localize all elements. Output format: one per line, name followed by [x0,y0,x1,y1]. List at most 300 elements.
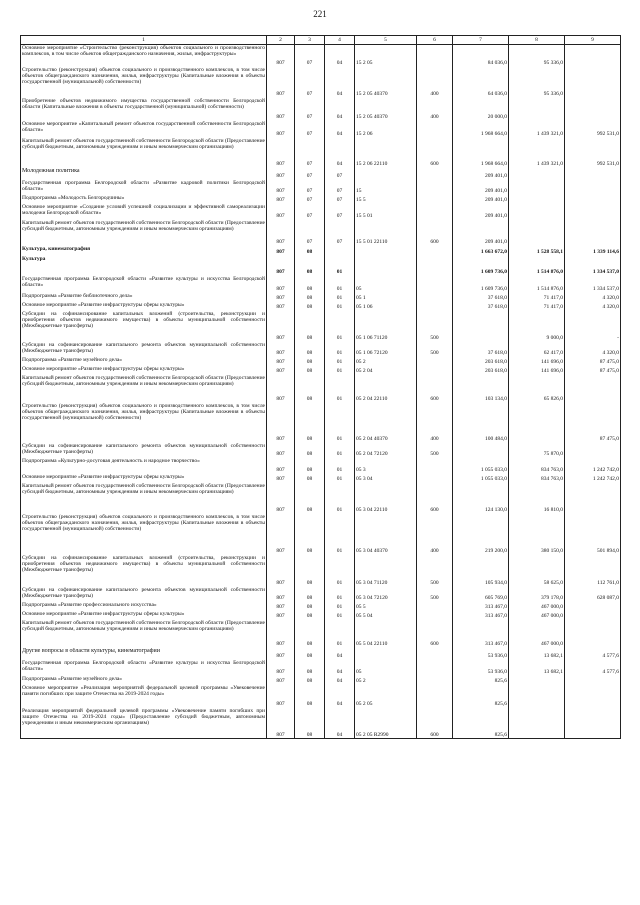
cell-rz: 08 [295,342,325,357]
cell-amount-year2 [509,685,565,708]
row-name: Субсидии на софинансирование капитальных вложений (строительства, реконструкции и приобретения объектов недвижимого имущества) в объекты муниципальной собственности (Межбюджетные трансферты) [21,311,267,342]
cell-amount-year3 [565,620,621,648]
cell-pr: 07 [325,180,355,195]
cell-vr [417,293,453,302]
cell-rz: 08 [295,611,325,620]
cell-amount-year3 [565,45,621,67]
cell-amount-year1: 84 036,0 [453,45,509,67]
cell-amount-year1 [453,311,509,342]
cell-pr: 01 [325,602,355,611]
table-row [21,555,621,587]
table-row [21,443,621,458]
table-row [21,204,621,220]
cell-amount-year1: 105 934,0 [453,555,509,587]
cell-gr: 807 [267,676,295,685]
cell-vr: 400 [417,98,453,121]
table-row [21,293,621,302]
cell-pr [325,246,355,256]
table-row [21,302,621,311]
row-name: Подпрограмма «Развитие профессионального искусства» [21,602,267,611]
cell-gr: 807 [267,403,295,443]
table-row [21,708,621,739]
cell-amount-year1: 37 618,0 [453,342,509,357]
cell-amount-year1: 825,6 [453,708,509,739]
cell-vr: 500 [417,443,453,458]
cell-rz: 08 [295,676,325,685]
cell-pr: 01 [325,311,355,342]
row-name: Строительство (реконструкция) объектов социального и производственного комплексов, в том числе объектов общегражданского назначения, жилья, инфраструктуры (Капитальные вложения в объекты государственной (муниципальной) собственности) [21,514,267,555]
cell-rz: 08 [295,602,325,611]
cell-gr: 807 [267,311,295,342]
cell-gr: 807 [267,602,295,611]
row-name: Капитальный ремонт объектов государственной собственности Белгородской области (Предоставление субсидий бюджетным, автономным учреждениям и иным некоммерческим организациям) [21,220,267,246]
cell-amount-year2: 95 336,0 [509,67,565,98]
cell-csr: 15 [355,180,417,195]
cell-csr: 05 3 04 71120 [355,555,417,587]
cell-vr [417,660,453,676]
cell-amount-year3 [565,602,621,611]
cell-amount-year3 [565,708,621,739]
cell-amount-year2 [509,195,565,204]
cell-amount-year2 [509,676,565,685]
cell-amount-year2: 16 810,0 [509,483,565,514]
cell-amount-year2: 65 826,0 [509,375,565,403]
table-row [21,474,621,483]
cell-amount-year3 [565,685,621,708]
cell-csr: 05 1 [355,293,417,302]
cell-pr: 01 [325,474,355,483]
cell-amount-year1: 1 968 664,0 [453,121,509,138]
cell-amount-year3: 4 577,6 [565,660,621,676]
cell-pr: 04 [325,138,355,168]
cell-csr: 15 2 05 [355,45,417,67]
cell-vr [417,648,453,660]
row-name: Капитальный ремонт объектов государственной собственности Белгородской области (Предоставление субсидий бюджетным, автономным учреждениям и иным некоммерческим организациям) [21,138,267,168]
cell-amount-year3 [565,168,621,180]
cell-amount-year3: 628 087,0 [565,587,621,602]
cell-amount-year1: 209 401,0 [453,204,509,220]
cell-gr: 807 [267,375,295,403]
table-row [21,676,621,685]
cell-gr: 807 [267,293,295,302]
cell-rz: 07 [295,98,325,121]
cell-gr: 807 [267,620,295,648]
cell-rz: 07 [295,204,325,220]
cell-amount-year2 [509,403,565,443]
table-row [21,514,621,555]
cell-gr: 807 [267,685,295,708]
cell-rz: 08 [295,256,325,276]
column-header: 5 [355,36,417,45]
cell-amount-year3 [565,611,621,620]
table-row [21,375,621,403]
cell-vr [417,180,453,195]
row-name: Основное мероприятие «Развитие инфраструктуры сферы культуры» [21,474,267,483]
cell-pr: 01 [325,375,355,403]
cell-amount-year2: 380 150,0 [509,514,565,555]
cell-amount-year3: 87 475,0 [565,366,621,375]
cell-csr: 15 2 05 40370 [355,67,417,98]
cell-amount-year2: 834 763,0 [509,458,565,474]
cell-gr: 807 [267,357,295,366]
cell-amount-year2: 13 682,1 [509,660,565,676]
row-name: Основное мероприятие «Создание условий успешной социализации и эффективной самореализации молодежи Белгородской области» [21,204,267,220]
row-name: Капитальный ремонт объектов государственной собственности Белгородской области (Предоставление субсидий бюджетным, автономным учреждениям и иным некоммерческим организациям) [21,375,267,403]
cell-csr: 05 3 [355,458,417,474]
cell-rz: 08 [295,246,325,256]
cell-amount-year2: 379 178,0 [509,587,565,602]
cell-csr: 05 [355,660,417,676]
cell-csr: 05 2 05 [355,685,417,708]
cell-amount-year3 [565,180,621,195]
cell-amount-year2: 71 417,0 [509,293,565,302]
table-row [21,342,621,357]
table-row [21,168,621,180]
cell-rz: 08 [295,366,325,375]
cell-vr [417,357,453,366]
cell-amount-year2: 467 000,0 [509,611,565,620]
cell-rz: 07 [295,67,325,98]
cell-amount-year2: 141 696,0 [509,357,565,366]
cell-gr: 807 [267,220,295,246]
cell-amount-year1: 313 467,0 [453,620,509,648]
cell-csr: 05 2 05 R2990 [355,708,417,739]
cell-vr [417,474,453,483]
row-name: Реализация мероприятий федеральной целевой программы «Увековечение памяти погибших при защите Отечества на 2019-2024 годы» (Предоставление субсидий бюджетным, автономным учреждениям и иным некоммерческим организациям) [21,708,267,739]
cell-vr: 600 [417,483,453,514]
cell-pr: 04 [325,648,355,660]
cell-rz: 08 [295,587,325,602]
table-row [21,602,621,611]
cell-pr: 07 [325,204,355,220]
cell-amount-year1: 209 401,0 [453,220,509,246]
cell-pr: 01 [325,403,355,443]
table-row [21,98,621,121]
cell-rz: 08 [295,483,325,514]
table-row [21,256,621,276]
cell-amount-year1: 1 968 664,0 [453,138,509,168]
cell-rz: 07 [295,121,325,138]
cell-vr: 500 [417,587,453,602]
row-name: Субсидии на софинансирование капитального ремонта объектов муниципальной собственности (Межбюджетные трансферты) [21,342,267,357]
cell-amount-year2: 141 696,0 [509,366,565,375]
cell-amount-year1: 209 401,0 [453,168,509,180]
cell-pr: 01 [325,483,355,514]
cell-csr: 05 2 04 40370 [355,403,417,443]
cell-gr: 807 [267,67,295,98]
cell-amount-year1: 100 484,0 [453,403,509,443]
row-name: Основное мероприятие «Капитальный ремонт объектов государственной собственности Белгородской области» [21,121,267,138]
cell-csr: 05 2 [355,676,417,685]
cell-amount-year2: 58 625,0 [509,555,565,587]
cell-amount-year3 [565,483,621,514]
column-header: 4 [325,36,355,45]
cell-gr: 807 [267,138,295,168]
header-row [21,36,621,45]
column-header: 9 [565,36,621,45]
cell-csr: 05 3 04 40370 [355,514,417,555]
cell-rz: 08 [295,357,325,366]
cell-amount-year3: 1 339 114,6 [565,246,621,256]
table-row [21,67,621,98]
cell-amount-year2: 1 439 321,0 [509,138,565,168]
cell-vr: 600 [417,708,453,739]
cell-amount-year3: 1 242 742,0 [565,458,621,474]
cell-gr: 807 [267,204,295,220]
table-row [21,620,621,648]
table-row [21,121,621,138]
cell-amount-year1: 1 055 033,0 [453,458,509,474]
cell-vr [417,204,453,220]
cell-amount-year2: 467 000,0 [509,602,565,611]
cell-amount-year3: 4 320,0 [565,342,621,357]
cell-pr: 01 [325,302,355,311]
cell-pr: 04 [325,121,355,138]
cell-csr: 05 3 04 22110 [355,483,417,514]
cell-amount-year1: 53 936,0 [453,648,509,660]
cell-amount-year1: 103 134,0 [453,375,509,403]
row-name: Подпрограмма «Развитие библиотечного дела» [21,293,267,302]
cell-gr: 807 [267,302,295,311]
cell-amount-year1: 1 663 672,0 [453,246,509,256]
cell-amount-year2 [509,220,565,246]
cell-csr: 05 5 [355,602,417,611]
cell-rz: 07 [295,180,325,195]
cell-amount-year1: 825,6 [453,676,509,685]
table-row [21,611,621,620]
column-header: 2 [267,36,295,45]
cell-csr: 15 5 01 22110 [355,220,417,246]
cell-amount-year1 [453,443,509,458]
table-row [21,685,621,708]
cell-amount-year2 [509,708,565,739]
column-header: 6 [417,36,453,45]
cell-amount-year1: 209 401,0 [453,180,509,195]
cell-csr: 05 2 04 22110 [355,375,417,403]
cell-gr: 807 [267,45,295,67]
cell-vr [417,195,453,204]
cell-pr: 01 [325,620,355,648]
cell-gr: 807 [267,587,295,602]
cell-csr [355,256,417,276]
row-name: Строительство (реконструкция) объектов социального и производственного комплексов, в том числе объектов общегражданского назначения, жилья, инфраструктуры (Капитальные вложения в объекты государственной (муниципальной) собственности) [21,67,267,98]
cell-amount-year3: 112 761,0 [565,555,621,587]
row-name: Подпрограмма «Развитие музейного дела» [21,357,267,366]
cell-amount-year1: 1 609 736,0 [453,256,509,276]
cell-vr [417,121,453,138]
cell-vr [417,611,453,620]
page-number: 221 [313,9,327,19]
row-name: Государственная программа Белгородской области «Развитие кадровой политики Белгородской области» [21,180,267,195]
cell-amount-year2: 13 682,1 [509,648,565,660]
table-row [21,180,621,195]
cell-rz: 08 [295,685,325,708]
cell-gr: 807 [267,98,295,121]
cell-csr [355,648,417,660]
cell-vr: 600 [417,138,453,168]
cell-vr [417,246,453,256]
cell-rz: 08 [295,458,325,474]
cell-vr: 400 [417,514,453,555]
cell-pr: 04 [325,685,355,708]
cell-rz: 08 [295,474,325,483]
table-row [21,660,621,676]
cell-amount-year2: 95 336,0 [509,45,565,67]
cell-pr: 01 [325,366,355,375]
cell-amount-year3 [565,676,621,685]
table-row [21,45,621,67]
row-name: Строительство (реконструкция) объектов социального и производственного комплексов, в том числе объектов общегражданского назначения, жилья, инфраструктуры (Капитальные вложения в объекты государственной (муниципальной) собственности) [21,403,267,443]
cell-amount-year3 [565,67,621,98]
cell-pr: 04 [325,67,355,98]
row-name: Основное мероприятие «Развитие инфраструктуры сферы культуры» [21,366,267,375]
cell-amount-year1: 203 618,0 [453,357,509,366]
cell-amount-year2: 75 870,0 [509,443,565,458]
cell-amount-year1: 20 000,0 [453,98,509,121]
cell-rz: 08 [295,708,325,739]
cell-amount-year2: 467 000,0 [509,620,565,648]
cell-amount-year3: - [565,311,621,342]
row-name: Подпрограмма «Молодость Белгородчины» [21,195,267,204]
cell-csr: 05 1 06 72120 [355,342,417,357]
cell-amount-year3 [565,98,621,121]
cell-vr [417,366,453,375]
cell-amount-year2: 1 439 321,0 [509,121,565,138]
cell-pr: 01 [325,555,355,587]
cell-amount-year2: 62 417,0 [509,342,565,357]
cell-rz: 08 [295,620,325,648]
cell-pr: 04 [325,98,355,121]
cell-vr: 500 [417,342,453,357]
cell-vr: 500 [417,555,453,587]
row-name: Культура, кинематография [21,246,267,256]
row-name: Основное мероприятие «Строительство (реконструкция) объектов социального и производственного комплексов, в том числе объектов общегражданского назначения, жилья, инфраструктуры» [21,45,267,67]
cell-amount-year2 [509,204,565,220]
cell-amount-year2: 1 514 876,0 [509,256,565,276]
cell-csr: 05 1 06 [355,302,417,311]
row-name: Приобретение объектов недвижимого имущества государственной собственности Белгородской области (Капитальные вложения в объекты государственной (муниципальной) собственности) [21,98,267,121]
cell-gr: 807 [267,474,295,483]
cell-csr: 05 3 04 [355,474,417,483]
column-header: 8 [509,36,565,45]
cell-amount-year1: 203 618,0 [453,366,509,375]
cell-csr: 05 5 04 22110 [355,620,417,648]
cell-amount-year3: 4 320,0 [565,293,621,302]
row-name: Субсидии на софинансирование капитального ремонта объектов муниципальной собственности (Межбюджетные трансферты) [21,443,267,458]
cell-amount-year3 [565,443,621,458]
cell-csr [355,246,417,256]
cell-csr [355,168,417,180]
cell-amount-year3 [565,220,621,246]
row-name: Другие вопросы в области культуры, кинематографии [21,648,267,660]
cell-csr: 15 2 06 22110 [355,138,417,168]
cell-amount-year1: 64 036,0 [453,67,509,98]
cell-amount-year2 [509,168,565,180]
table-row [21,195,621,204]
cell-pr: 07 [325,220,355,246]
row-name: Субсидии на софинансирование капитальных вложений (строительства, реконструкции и приобретения объектов недвижимого имущества) в объекты муниципальной собственности (Межбюджетные трансферты) [21,555,267,587]
table-row [21,276,621,293]
cell-amount-year2: 71 417,0 [509,302,565,311]
cell-rz: 07 [295,195,325,204]
cell-gr: 807 [267,246,295,256]
cell-amount-year1: 37 618,0 [453,302,509,311]
table-row [21,458,621,474]
cell-rz: 08 [295,302,325,311]
row-name: Капитальный ремонт объектов государственной собственности Белгородской области (Предоставление субсидий бюджетным, автономным учреждениям и иным некоммерческим организациям) [21,483,267,514]
cell-pr: 04 [325,676,355,685]
row-name: Основное мероприятие «Развитие инфраструктуры сферы культуры» [21,611,267,620]
cell-amount-year1: 1 055 033,0 [453,474,509,483]
cell-rz: 07 [295,45,325,67]
cell-pr: 04 [325,660,355,676]
cell-pr: 01 [325,611,355,620]
cell-amount-year3: 1 334 537,0 [565,276,621,293]
row-name: Основное мероприятие «Развитие инфраструктуры сферы культуры» [21,302,267,311]
cell-gr: 807 [267,648,295,660]
cell-pr: 01 [325,293,355,302]
cell-amount-year2: 1 528 558,1 [509,246,565,256]
cell-vr: 600 [417,220,453,246]
table-row [21,311,621,342]
cell-gr: 807 [267,443,295,458]
cell-vr: 600 [417,375,453,403]
cell-amount-year2: 834 763,0 [509,474,565,483]
cell-vr [417,168,453,180]
cell-rz: 08 [295,375,325,403]
cell-csr: 05 2 [355,357,417,366]
column-header: 1 [21,36,267,45]
cell-vr [417,302,453,311]
cell-pr: 01 [325,256,355,276]
table-row [21,648,621,660]
cell-gr: 807 [267,514,295,555]
cell-csr: 05 2 04 [355,366,417,375]
cell-csr: 05 3 04 72120 [355,587,417,602]
cell-rz: 08 [295,276,325,293]
cell-csr: 05 [355,276,417,293]
cell-vr [417,602,453,611]
cell-amount-year1: 605 769,0 [453,587,509,602]
cell-gr: 807 [267,342,295,357]
row-name: Основное мероприятие «Реализация мероприятий федеральной целевой программы «Увековечение памяти погибших при защите Отечества на 2019-2024 годы» [21,685,267,708]
cell-pr: 01 [325,587,355,602]
cell-gr: 807 [267,256,295,276]
cell-gr: 807 [267,276,295,293]
table-row [21,366,621,375]
cell-amount-year2 [509,98,565,121]
cell-pr: 01 [325,342,355,357]
row-name: Государственная программа Белгородской области «Развитие культуры и искусства Белгородской области» [21,276,267,293]
cell-amount-year1: 1 609 736,0 [453,276,509,293]
cell-amount-year3: 4 577,6 [565,648,621,660]
cell-gr: 807 [267,483,295,514]
cell-amount-year3: 992 531,0 [565,121,621,138]
cell-rz: 08 [295,293,325,302]
cell-amount-year3 [565,204,621,220]
cell-vr [417,256,453,276]
cell-amount-year3: 87 475,0 [565,357,621,366]
cell-csr: 15 2 05 40370 [355,98,417,121]
row-name: Подпрограмма «Культурно-досуговая деятельность и народное творчество» [21,458,267,474]
column-header: 3 [295,36,325,45]
row-name: Государственная программа Белгородской области «Развитие культуры и искусства Белгородской области» [21,660,267,676]
cell-amount-year1: 825,6 [453,685,509,708]
cell-pr: 01 [325,514,355,555]
row-name: Капитальный ремонт объектов государственной собственности Белгородской области (Предоставление субсидий бюджетным, автономным учреждениям и иным некоммерческим организациям) [21,620,267,648]
cell-amount-year3 [565,375,621,403]
cell-rz: 08 [295,648,325,660]
